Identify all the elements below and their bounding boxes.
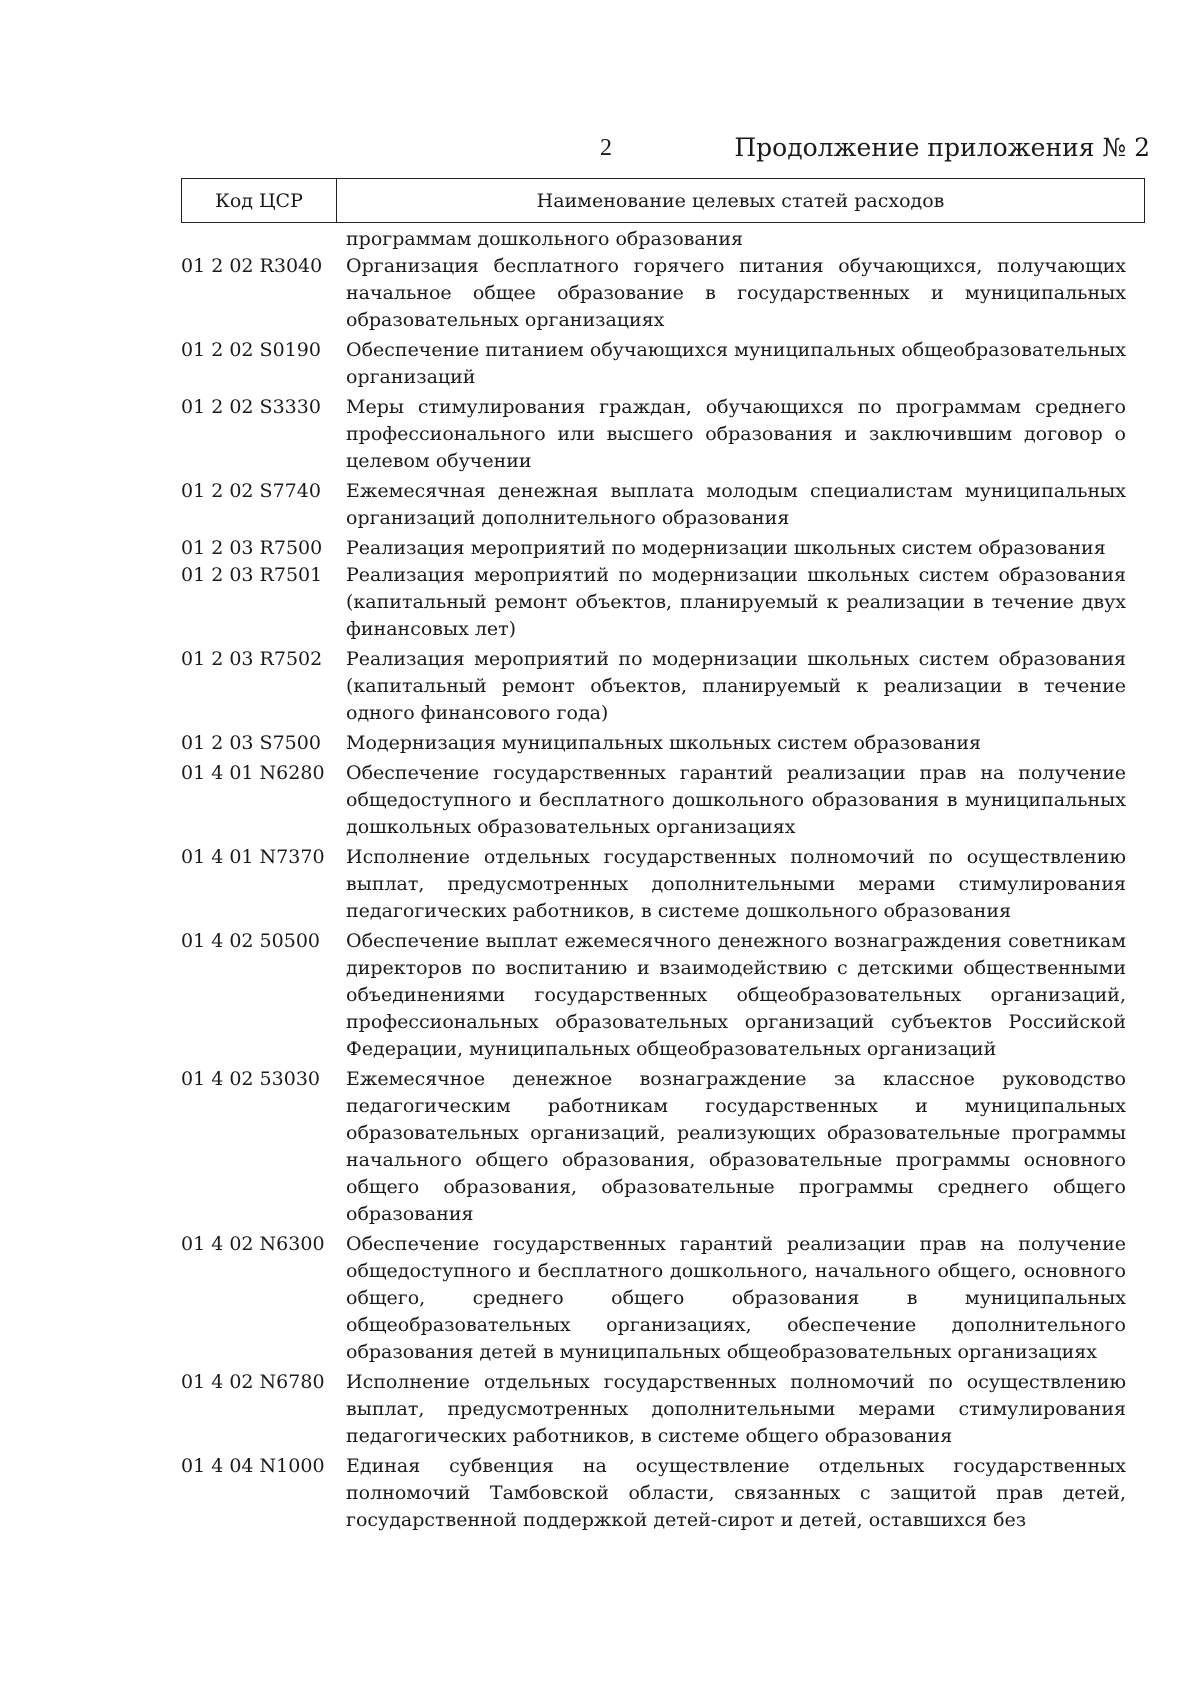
table-row <box>181 337 1141 391</box>
column-header-name: Наименование целевых статей расходов <box>536 189 945 212</box>
row-code: 01 4 01 N6280 <box>181 762 325 784</box>
table-header <box>181 178 1145 223</box>
row-code: 01 4 02 N6780 <box>181 1371 325 1393</box>
row-name: Реализация мероприятий по модернизации школьных систем образования (капитальный ремонт объектов, планируемый к реализации в течение двух финансовых лет) <box>346 564 1126 640</box>
row-code: 01 2 02 S7740 <box>181 480 321 502</box>
row-name: Обеспечение выплат ежемесячного денежного вознаграждения советникам директоров по воспитанию и взаимодействию с детскими общественными объединениями государственных общеобразовательных организаций, профессиональных образовательных организаций субъектов Российской Федерации, муниципальных общеобразовательных организаций <box>346 930 1126 1060</box>
row-code: 01 2 02 R3040 <box>181 255 323 277</box>
row-code: 01 4 04 N1000 <box>181 1455 325 1477</box>
row-code: 01 2 03 R7501 <box>181 564 323 586</box>
table-row <box>181 1453 1141 1534</box>
row-name: Реализация мероприятий по модернизации школьных систем образования (капитальный ремонт объектов, планируемый к реализации в течение одного финансового года) <box>346 648 1126 724</box>
column-header-code: Код ЦСР <box>182 179 337 222</box>
row-name: Обеспечение государственных гарантий реализации прав на получение общедоступного и бесплатного дошкольного, начального общего, основного общего, среднего общего образования в муниципальных общеобразовательных организациях, обеспечение дополнительного образования детей в муниципальных общеобразовательных организациях <box>346 1233 1126 1363</box>
row-name: Обеспечение государственных гарантий реализации прав на получение общедоступного и бесплатного дошкольного образования в муниципальных дошкольных образовательных организациях <box>346 762 1126 838</box>
row-code: 01 2 03 R7500 <box>181 537 323 559</box>
table-row <box>181 478 1141 532</box>
table-row <box>181 1066 1141 1228</box>
table-row <box>181 730 1141 757</box>
row-name: Исполнение отдельных государственных полномочий по осуществлению выплат, предусмотренных дополнительными мерами стимулирования педагогических работников, в системе дошкольного образования <box>346 846 1126 922</box>
table-row <box>181 1369 1141 1450</box>
row-code: 01 4 02 50500 <box>181 930 321 952</box>
row-code: 01 4 02 N6300 <box>181 1233 325 1255</box>
table-row <box>181 844 1141 925</box>
row-name: Единая субвенция на осуществление отдельных государственных полномочий Тамбовской области, связанных с защитой прав детей, государственной поддержкой детей-сирот и детей, оставшихся без <box>346 1455 1126 1531</box>
table-row <box>181 394 1141 475</box>
row-name: Меры стимулирования граждан, обучающихся по программам среднего профессионального или высшего образования и заключившим договор о целевом обучении <box>346 396 1126 472</box>
table-row <box>181 535 1141 562</box>
row-code: 01 4 02 53030 <box>181 1068 321 1090</box>
table-row <box>181 646 1141 727</box>
table-row <box>181 253 1141 334</box>
appendix-continuation-title: Продолжение приложения № 2 <box>734 133 1150 162</box>
table-row <box>181 760 1141 841</box>
continued-text: программам дошкольного образования <box>346 228 743 250</box>
row-name: Модернизация муниципальных школьных систем образования <box>346 732 981 754</box>
row-name: Реализация мероприятий по модернизации школьных систем образования <box>346 537 1106 559</box>
row-code: 01 2 03 R7502 <box>181 648 323 670</box>
page-number: 2 <box>600 135 612 161</box>
table-row <box>181 1231 1141 1366</box>
row-code: 01 4 01 N7370 <box>181 846 325 868</box>
row-name: Обеспечение питанием обучающихся муниципальных общеобразовательных организаций <box>346 339 1126 388</box>
row-code: 01 2 02 S0190 <box>181 339 321 361</box>
row-name: Ежемесячное денежное вознаграждение за классное руководство педагогическим работникам государственных и муниципальных образовательных организаций, реализующих образовательные программы начального общего образования, образовательные программы основного общего образования, образовательные программы среднего общего образования <box>346 1068 1126 1225</box>
row-name: Исполнение отдельных государственных полномочий по осуществлению выплат, предусмотренных дополнительными мерами стимулирования педагогических работников, в системе общего образования <box>346 1371 1126 1447</box>
row-code: 01 2 02 S3330 <box>181 396 321 418</box>
table-body <box>181 226 1141 1534</box>
table-row <box>181 928 1141 1063</box>
row-code: 01 2 03 S7500 <box>181 732 321 754</box>
row-name: Организация бесплатного горячего питания обучающихся, получающих начальное общее образование в государственных и муниципальных образовательных организациях <box>346 255 1126 331</box>
table-row <box>181 562 1141 643</box>
row-name: Ежемесячная денежная выплата молодым специалистам муниципальных организаций дополнительного образования <box>346 480 1126 529</box>
